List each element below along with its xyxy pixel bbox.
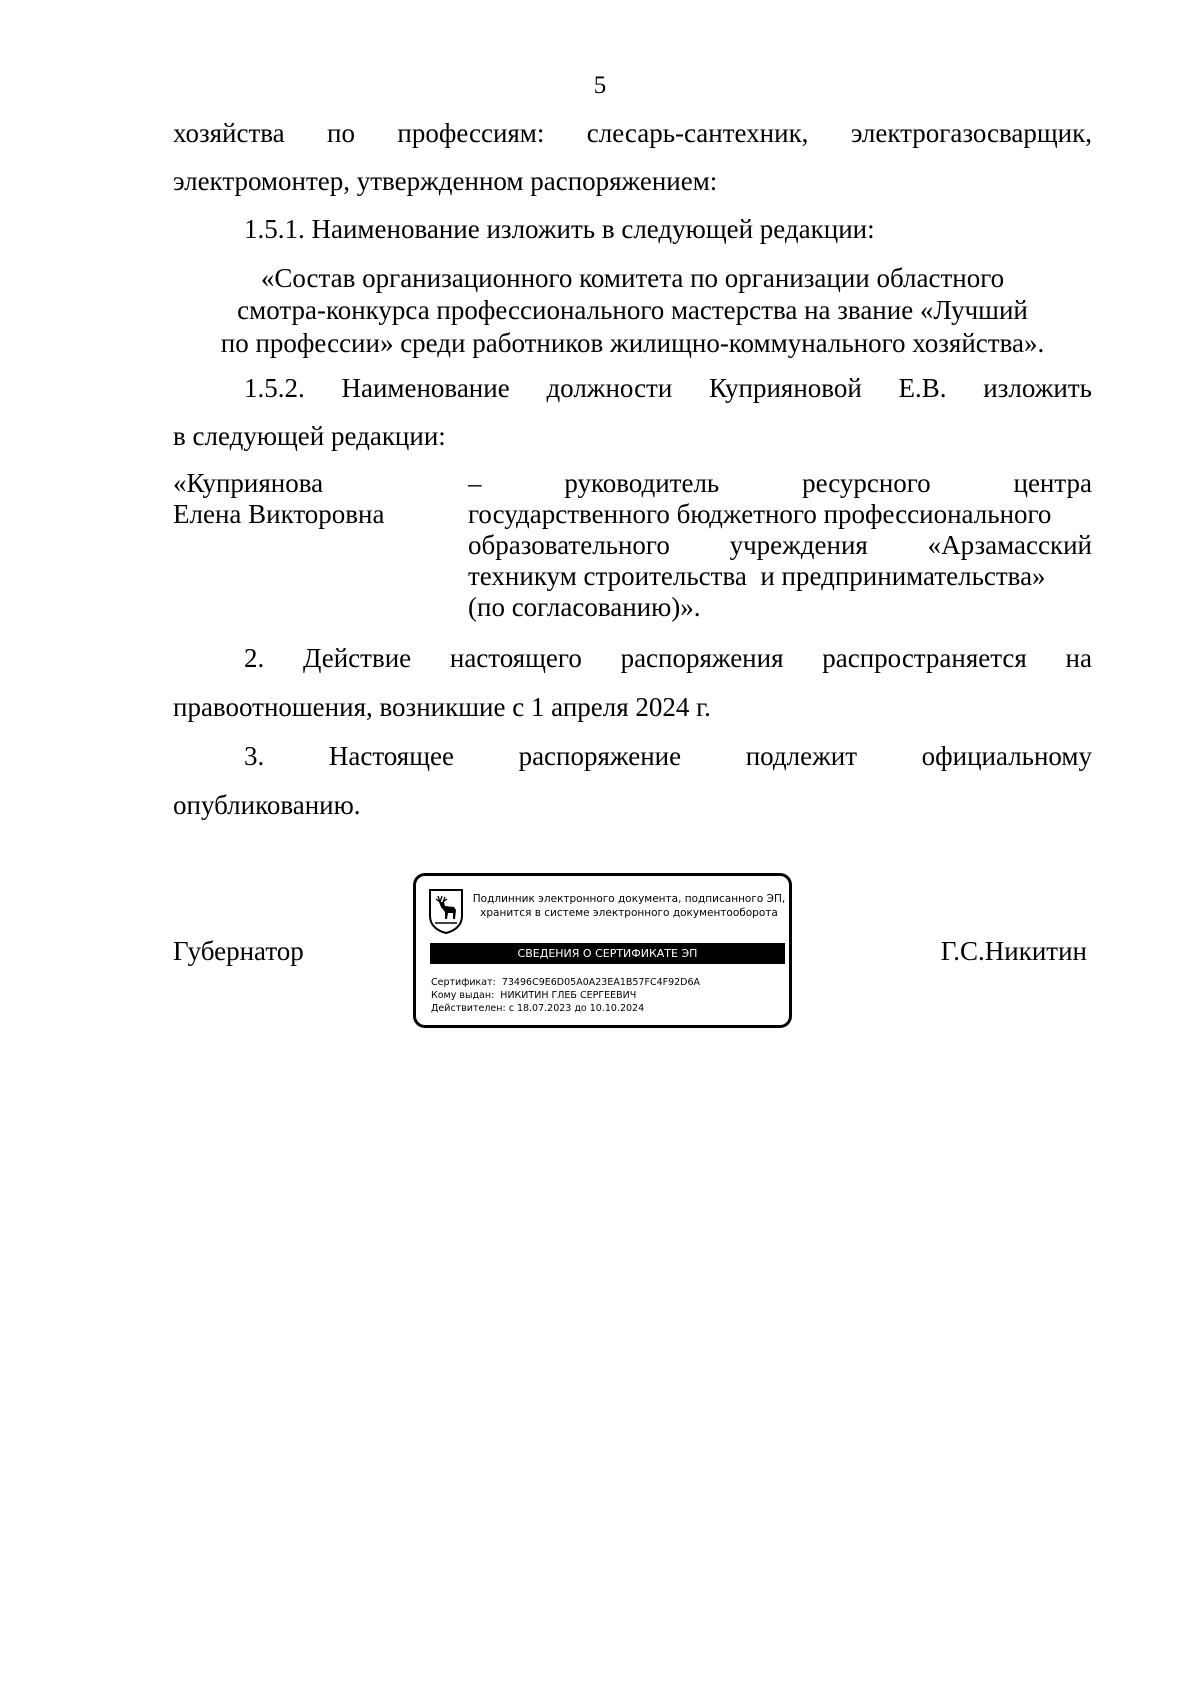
desc-word: образовательного (468, 530, 670, 560)
desc-word: ресурсного (802, 468, 931, 498)
item-3-word: подлежит (745, 741, 857, 771)
signatory-name: Г.С.Никитин (940, 936, 1087, 966)
item-2-word: Действие (302, 643, 412, 673)
item-1-5-2-word: 1.5.2. (244, 373, 305, 403)
intro-word: слесарь-сантехник, (586, 118, 809, 148)
item-3-word: распоряжение (518, 741, 682, 771)
item-2-word: 2. (244, 643, 265, 673)
stamp-header-line-1: Подлинник электронного документа, подписанного ЭП, (472, 893, 786, 905)
stamp-valid: Действителен: с 18.07.2023 до 10.10.2024 (431, 1003, 645, 1014)
item-1-5-2-line-2: в следующей редакции: (173, 421, 446, 451)
desc-word: руководитель (564, 468, 720, 498)
intro-line-1 (173, 117, 1092, 149)
desc-word: – (468, 468, 482, 498)
item-2-word: распоряжения (620, 643, 784, 673)
item-2-line-2: правоотношения, возникшие с 1 апреля 2024 г. (173, 692, 711, 722)
new-title-line-3: по профессии» среди работников жилищно-коммунального хозяйства». (220, 328, 1045, 358)
intro-word: по (327, 118, 355, 148)
intro-word: электрогазосварщик, (850, 118, 1092, 148)
item-1-5-2-word: должности (546, 373, 673, 403)
item-1-5-2-word: изложить (983, 373, 1092, 403)
appointee-desc-line-2: государственного бюджетного профессионального (468, 499, 1052, 529)
appointee-given-names: Елена Викторовна (173, 499, 385, 529)
stamp-certificate: Сертификат: 73496C9E6D05A0A23EA1B57FC4F92D6A (431, 977, 701, 988)
item-3-line-2: опубликованию. (173, 790, 361, 820)
item-1-5-2-word: Наименование (341, 373, 510, 403)
new-title-line-2: смотра-конкурса профессионального мастерства на звание «Лучший (237, 295, 1028, 325)
item-3-word: официальному (921, 741, 1092, 771)
stamp-details (431, 976, 700, 1015)
intro-line-2: электромонтер, утвержденном распоряжением: (173, 166, 718, 196)
item-2-word: на (1065, 643, 1092, 673)
item-1-5-2-line-1 (244, 372, 1092, 404)
stamp-issued-to: Кому выдан: НИКИТИН ГЛЕБ СЕРГЕЕВИЧ (431, 990, 637, 1001)
signatory-title: Губернатор (173, 936, 304, 966)
intro-word: хозяйства (173, 118, 285, 148)
item-1-5-2-word: Куприяновой (709, 373, 862, 403)
desc-word: учреждения (729, 530, 868, 560)
deer-emblem-icon (428, 888, 464, 934)
item-3-line-1 (244, 740, 1092, 772)
item-3-word: 3. (244, 741, 265, 771)
item-2-line-1 (244, 642, 1092, 674)
desc-word: «Арзамасский (927, 530, 1092, 560)
appointee-name (173, 468, 384, 530)
appointee-surname: «Куприянова (173, 468, 324, 498)
page-number: 5 (593, 72, 607, 99)
item-1-5-1: 1.5.1. Наименование изложить в следующей редакции: (244, 214, 875, 244)
item-3-word: Настоящее (328, 741, 454, 771)
stamp-certificate-banner: СВЕДЕНИЯ О СЕРТИФИКАТЕ ЭП (430, 943, 785, 964)
intro-word: профессиям: (397, 118, 545, 148)
stamp-header (470, 892, 788, 920)
item-2-word: настоящего (449, 643, 582, 673)
appointee-desc-line-1 (468, 468, 1092, 499)
electronic-signature-stamp (413, 873, 792, 1028)
item-1-5-2-word: Е.В. (898, 373, 947, 403)
item-2-word: распространяется (822, 643, 1027, 673)
new-title-line-1: «Состав организационного комитета по организации областного (260, 263, 1005, 293)
desc-word: центра (1013, 468, 1092, 498)
appointee-desc-line-4: техникум строительства и предпринимательства» (468, 561, 1046, 591)
appointee-desc-line-3 (468, 530, 1092, 561)
appointee-desc-line-5: (по согласованию)». (468, 592, 701, 622)
appointee-description (468, 468, 1092, 623)
stamp-header-line-2: хранится в системе электронного документооборота (480, 907, 778, 919)
